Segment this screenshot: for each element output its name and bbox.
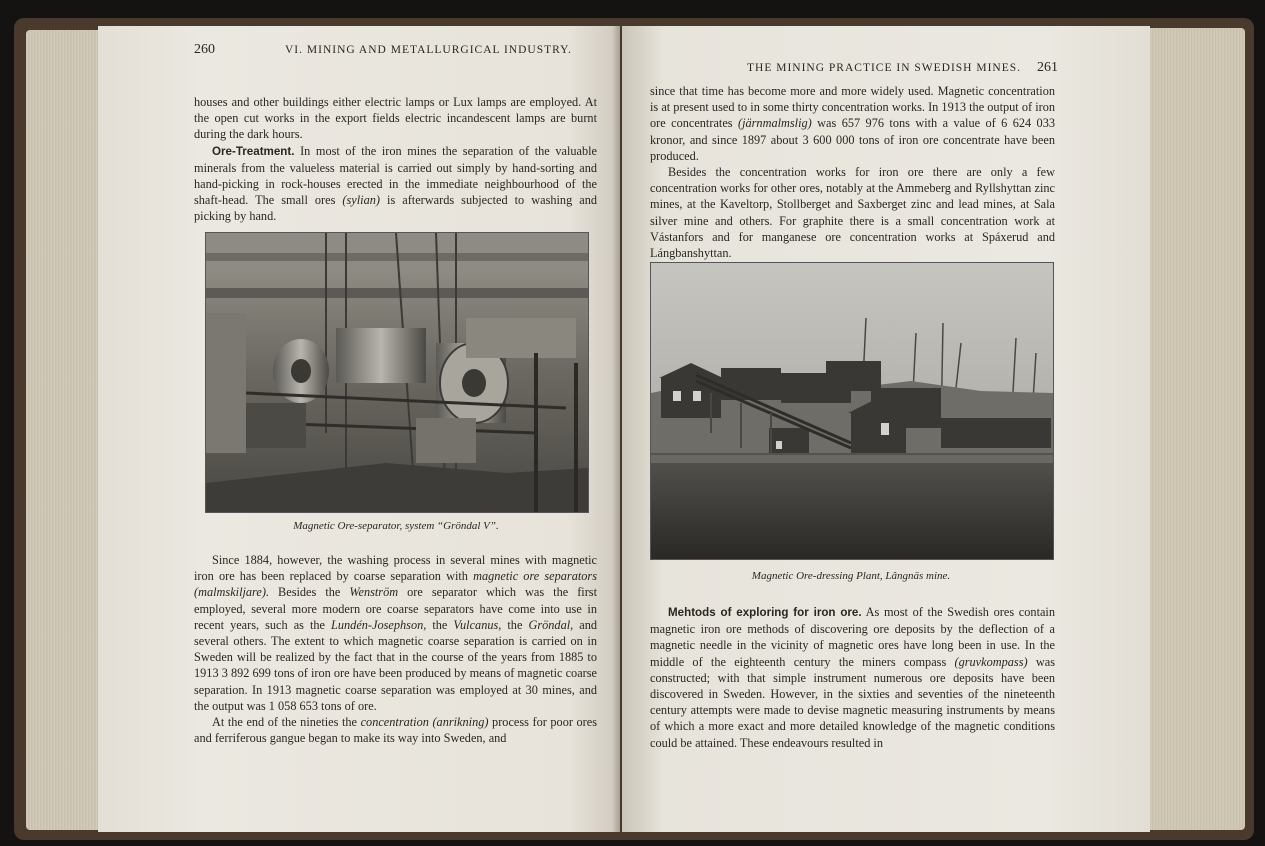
ore-dressing-plant-photo [650, 262, 1054, 560]
left-text-top [194, 94, 597, 225]
left-para-1: houses and other buildings either electric lamps or Lux lamps are employed. At the open cut works in the export fields electric incandescent lamps are burnt during the dark hours. [194, 95, 597, 142]
left-para-2: Ore-Treatment. In most of the iron mines the separation of the valuable minerals from the valueless material is carried out simply by hand-sorting and hand-picking in rock-houses erected in the immediate neighbourhood of the shaft-head. The small ores (sylian) is afterwards subjected to washing and picking by hand. [194, 143, 597, 224]
left-para-4: At the end of the nineties the concentration (anrikning) process for poor ores and ferriferous gangue began to make its way into Sweden, and [194, 715, 597, 746]
right-para-2: Besides the concentration works for iron ore there are only a few concentration works for other ores, notably at the Ammeberg and Ryllshyttan zinc mines, at the Kaveltorp, Stollberget and Saxberget zinc and lead mines, at Sala silver mine and others. For graphite there is a small concentration work at Vástanfors and for manganese ore concentration works at Spáxerud and Lángbanshyttan. [650, 165, 1055, 261]
right-para-3: Mehtods of exploring for iron ore. As most of the Swedish ores contain magnetic iron ore methods of discovering ore deposits by the deflection of a magnetic needle in the vicinity of magnetic ores have long been in use. In the middle of the eighteenth century the miners compass (gruvkompass) was constructed; with that simple instrument numerous ore deposits have been discovered in Sweden. However, in the sixties and seventies of the nineteenth century attempts were made to devise magnetic measuring instruments by means of which a more exact and more detailed knowledge of the magnetic conditions could be attained. These endeavours resulted in [650, 605, 1056, 750]
left-running-head: VI. MINING AND METALLURGICAL INDUSTRY. [285, 44, 572, 56]
methods-heading: Mehtods of exploring for iron ore. [668, 606, 862, 619]
left-figure-caption: Magnetic Ore-separator, system “Gröndal V”. [293, 520, 499, 532]
left-para-3: Since 1884, however, the washing process in several mines with magnetic iron ore has been replaced by coarse separation with magnetic ore separators (malmskiljare). Besides the Wenström ore separator which was the first employed, several more modern ore coarse separators have come into use in recent years, such as the Lundén-Josephson, the Vulcanus, the Gröndal, and several others. The extent to which magnetic coarse separation is carried on in Sweden will be realized by the fact that in the course of the years from 1885 to 1913 3 892 699 tons of iron ore have been produced by means of magnetic coarse separation. In 1913 magnetic coarse separation was employed at 30 mines, and the output was 1 058 653 tons of ore. [194, 553, 598, 713]
left-page-edges [26, 30, 98, 830]
left-text-bottom [194, 552, 597, 746]
right-figure-caption: Magnetic Ore-dressing Plant, Lângnäs mine. [751, 570, 951, 582]
right-running-head: THE MINING PRACTICE IN SWEDISH MINES. [747, 62, 1022, 74]
right-page-edges [1145, 28, 1245, 830]
left-page-number: 260 [194, 42, 215, 57]
right-para-1: since that time has become more and more widely used. Magnetic concentration is at present used to in some thirty concentration works. In 1913 the output of iron ore concentrates (järnmalmslig) was 657 976 tons with a value of 6 624 033 kronor, and since 1897 about 3 600 000 tons of iron ore concentrate have been produced. [650, 84, 1055, 163]
ore-separator-photo [205, 232, 589, 513]
right-text-bottom [650, 604, 1055, 751]
right-page-number: 261 [1037, 60, 1058, 75]
ore-treatment-heading: Ore-Treatment. [212, 144, 295, 158]
right-text-top [650, 83, 1055, 261]
